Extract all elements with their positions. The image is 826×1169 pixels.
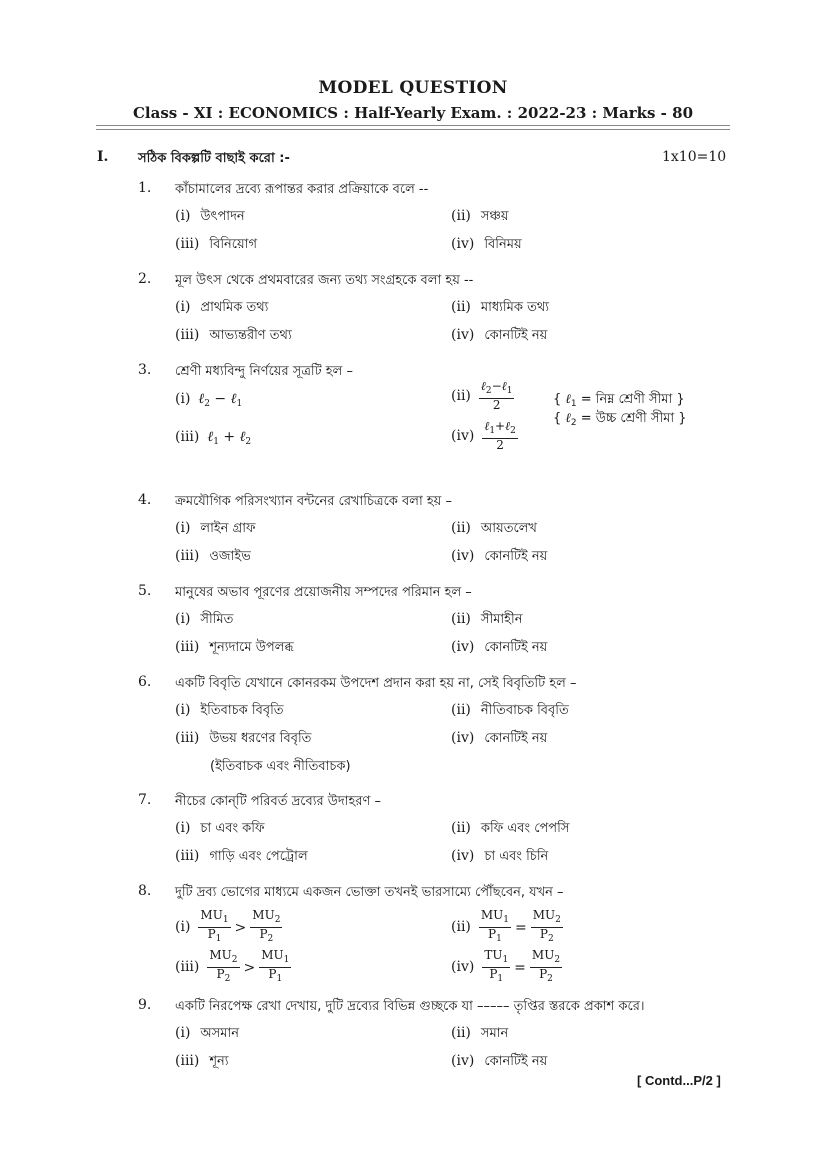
option-text: চা এবং চিনি (484, 849, 549, 864)
option (175, 701, 284, 722)
option (451, 235, 522, 256)
formula: ℓ$_1$ + ℓ$_2$ (207, 429, 252, 447)
option-roman: (iii) (175, 848, 200, 864)
option-text: শূন্যদামে উপলব্ধ (209, 640, 294, 655)
option-roman: (iii) (175, 429, 200, 445)
question-text: দুটি দ্রব্য ভোগের মাধ্যমে একজন ভোক্তা তখনই ভারসাম্যে পৌঁছবেন, যখন – (175, 885, 564, 900)
section-instruction: সঠিক বিকল্পটি বাছাই করো :- (138, 151, 290, 166)
header-rule-top (96, 125, 730, 126)
section-marks: 1x10=10 (662, 149, 727, 165)
option (175, 547, 251, 568)
option-roman: (iii) (175, 959, 200, 975)
option-roman: (i) (175, 1025, 191, 1041)
option-roman: (iv) (451, 427, 475, 444)
option (175, 1024, 239, 1045)
formula: $\frac{TU_1}{P_1}$ (484, 948, 509, 984)
formula: $\frac{MU_1}{P_1}$ (261, 948, 290, 984)
option (175, 429, 251, 447)
formula: $\frac{MU_1}{P_1}$ (200, 908, 229, 944)
option (451, 547, 547, 568)
option-extra-text: (ইতিবাচক এবং নীতিবাচক) (210, 759, 351, 774)
question-number: 8. (138, 883, 152, 899)
option-roman: (iv) (451, 730, 475, 746)
option-text: অসমান (200, 1026, 240, 1041)
formula: $\frac{MU_2}{P_2}$ (531, 948, 561, 984)
question-number: 6. (138, 674, 152, 690)
option (175, 729, 311, 750)
option-text: সীমিত (200, 612, 234, 627)
option (175, 847, 308, 868)
option-text: কোনটিই নয় (484, 731, 548, 746)
option (451, 420, 518, 452)
question-number: 1. (138, 180, 152, 196)
question-text: ক্রমযৌগিক পরিসংখ্যান বন্টনের রেখাচিত্রকে বলা হয় – (175, 494, 452, 509)
option-roman: (ii) (451, 1025, 471, 1041)
option-text: সঞ্চয় (480, 209, 509, 224)
option (451, 380, 514, 412)
option (451, 298, 549, 319)
option-text: বিনিয়োগ (209, 237, 257, 252)
question-number: 9. (138, 997, 152, 1013)
option-text: ইতিবাচক বিবৃতি (200, 703, 284, 718)
option-text: চা এবং কফি (200, 821, 265, 836)
option-text: আভ্যন্তরীণ তথ্য (209, 328, 292, 343)
option-roman: (i) (175, 208, 191, 224)
option (175, 819, 265, 840)
option-text: কফি এবং পেপসি (480, 821, 570, 836)
option-roman: (iv) (451, 548, 475, 564)
option (175, 235, 257, 256)
option-roman: (iii) (175, 1053, 200, 1069)
option-roman: (iv) (451, 1053, 475, 1069)
option-roman: (ii) (451, 208, 471, 224)
option (451, 610, 523, 631)
header-rule-bottom (96, 129, 730, 130)
option-text: উভয় ধরণের বিবৃতি (209, 731, 312, 746)
formula: $\frac{MU_2}{P_2}$ (209, 948, 238, 984)
option-text: সীমাহীন (480, 612, 523, 627)
question-text: কাঁচামালের দ্রব্যে রূপান্তর করার প্রক্রিয়াকে বলে -- (175, 182, 429, 197)
question-text: একটি বিবৃতি যেখানে কোনরকম উপদেশ প্রদান করা হয় না, সেই বিবৃতিটি হল – (175, 676, 577, 691)
question-text: মূল উৎস থেকে প্রথমবারের জন্য তথ্য সংগ্রহকে বলা হয় -- (175, 273, 474, 288)
page-title: MODEL QUESTION (318, 78, 508, 98)
option-roman: (ii) (451, 919, 471, 935)
option-text: আয়তলেখ (480, 521, 537, 536)
option-roman: (iv) (451, 236, 475, 252)
option (451, 701, 569, 722)
option (451, 326, 547, 347)
option-roman: (i) (175, 520, 191, 536)
question-number: 7. (138, 792, 152, 808)
option-text: ওজাইভ (209, 549, 251, 564)
option (175, 1052, 229, 1073)
option-roman: (i) (175, 919, 191, 935)
question-text: একটি নিরপেক্ষ রেখা দেখায়, দুটি দ্রব্যের বিভিন্ন গুচ্ছকে যা ––––– তৃপ্তির স্তরকে প্রকাশ করে। (175, 999, 645, 1014)
option (451, 729, 547, 750)
option-roman: (i) (175, 391, 191, 407)
question-text: শ্রেণী মধ্যবিন্দু নির্ণয়ের সূত্রটি হল – (175, 364, 353, 379)
option-roman: (ii) (451, 611, 471, 627)
option (451, 819, 569, 840)
exam-subtitle: Class - XI : ECONOMICS : Half-Yearly Exam. : 2022-23 : Marks - 80 (132, 104, 694, 122)
formula: $\frac{\ell_2-\ell_1}{2}$ (480, 379, 513, 412)
option-text: বিনিময় (484, 237, 522, 252)
option (451, 847, 548, 868)
option-text: লাইন গ্রাফ (200, 521, 256, 536)
option-text: শূন্য (209, 1054, 229, 1069)
option (451, 519, 537, 540)
option-roman: (iii) (175, 548, 200, 564)
option-roman: (i) (175, 820, 191, 836)
option-roman: (ii) (451, 520, 471, 536)
option-roman: (iii) (175, 327, 200, 343)
option: (ii) $\frac{MU_1}{P_1}$ = $\frac{MU_2}{P_2}$ (451, 908, 561, 944)
question-text: মানুষের অভাব পূরণের প্রয়োজনীয় সম্পদের পরিমান হল – (175, 585, 472, 600)
option-roman: (iv) (451, 639, 475, 655)
option-text: নীতিবাচক বিবৃতি (480, 703, 569, 718)
option (451, 1024, 508, 1045)
formula: $\frac{MU_1}{P_1}$ (480, 908, 510, 944)
option: (iv) $\frac{TU_1}{P_1}$ = $\frac{MU_2}{P_2}$ (451, 948, 561, 984)
option-roman: (iii) (175, 639, 200, 655)
question-number: 5. (138, 583, 152, 599)
option-roman: (iv) (451, 327, 475, 343)
option-text: সমান (480, 1026, 509, 1041)
option-roman: (ii) (451, 387, 471, 404)
option-text: কোনটিই নয় (484, 328, 548, 343)
question-text: নীচের কোন্‌টি পরিবর্ত দ্রব্যের উদাহরণ – (175, 794, 382, 809)
option (451, 638, 547, 659)
formula-note-lower: { ℓ$_1$ = নিম্ন শ্রেণী সীমা } (553, 392, 685, 409)
question-number: 2. (138, 271, 152, 287)
option-text: কোনটিই নয় (484, 549, 548, 564)
option (451, 207, 509, 228)
option-roman: (i) (175, 611, 191, 627)
option-text: উৎপাদন (200, 209, 245, 224)
option (175, 638, 294, 659)
question-number: 3. (138, 362, 152, 378)
option (175, 391, 242, 409)
option (175, 207, 245, 228)
formula: $\frac{\ell_1+\ell_2}{2}$ (484, 419, 516, 452)
option-roman: (iii) (175, 236, 200, 252)
option-text: কোনটিই নয় (484, 640, 548, 655)
option: (iii) $\frac{MU_2}{P_2}$ > $\frac{MU_1}{P_1}$ (175, 948, 290, 984)
option (175, 610, 233, 631)
option (175, 298, 268, 319)
option-text: গাড়ি এবং পেট্রোল (209, 849, 308, 864)
continued-footer: [ Contd...P/2 ] (637, 1073, 721, 1088)
question-number: 4. (138, 492, 152, 508)
option-roman: (iv) (451, 959, 475, 975)
option (175, 326, 292, 347)
option-roman: (iii) (175, 730, 200, 746)
option-text: মাধ্যমিক তথ্য (480, 300, 550, 315)
formula: $\frac{MU_2}{P_2}$ (252, 908, 281, 944)
option-roman: (ii) (451, 702, 471, 718)
formula: ℓ$_2$ − ℓ$_1$ (198, 391, 243, 409)
formula-note-upper: { ℓ$_2$ = উচ্চ শ্রেণী সীমা } (553, 411, 687, 428)
option (175, 519, 256, 540)
option-roman: (ii) (451, 820, 471, 836)
option-roman: (iv) (451, 848, 475, 864)
option-roman: (i) (175, 299, 191, 315)
formula: $\frac{MU_2}{P_2}$ (532, 908, 561, 944)
option-roman: (i) (175, 702, 191, 718)
option (451, 1052, 547, 1073)
option-roman: (ii) (451, 299, 471, 315)
option-text: প্রাথমিক তথ্য (200, 300, 269, 315)
section-number: I. (97, 149, 109, 165)
option-text: কোনটিই নয় (484, 1054, 548, 1069)
option: (i) $\frac{MU_1}{P_1}$ > $\frac{MU_2}{P_2}$ (175, 908, 281, 944)
